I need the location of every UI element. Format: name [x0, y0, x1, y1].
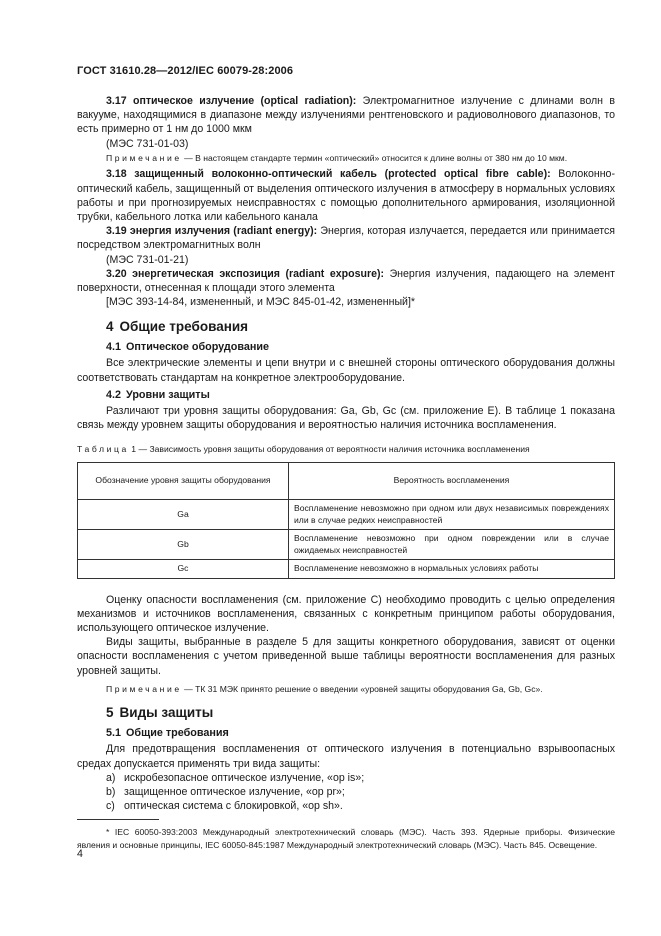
note-label: Примечание: [106, 683, 182, 694]
definition-text: Электромагнитное излучение с длинами волн в вакууме, находящимися в диапазоне между излучениями рентгеновского и радиоволнового диапазонов, то есть примерно от 1 нм до 1000 мкм: [77, 95, 615, 136]
protection-types-list: [77, 771, 615, 814]
definition-3-19: [77, 224, 615, 252]
table-cell-probability: Воспламенение невозможно при одном или двух независимых повреждениях или в случае редких неисправностей: [289, 500, 615, 530]
list-item: [106, 785, 615, 799]
definition-term: 3.19 энергия излучения (radiant energy):: [106, 225, 318, 238]
page-number: 4: [77, 848, 83, 860]
table-caption-label: Таблица: [77, 444, 129, 455]
subsection-5-1-heading: [106, 726, 615, 740]
subsection-number: 5.1: [106, 727, 122, 740]
table-cell-level: Gc: [78, 560, 289, 579]
footnote-divider: [77, 819, 159, 820]
table-cell-probability: Воспламенение невозможно при одном повреждении или в случае ожидаемых неисправностей: [289, 530, 615, 560]
table-header-cell: Обозначение уровня защиты оборудования: [78, 463, 289, 500]
section-number: 4: [106, 319, 114, 335]
definition-text: Энергия излучения, падающего на элемент поверхности, отнесенная к площади этого элемента: [77, 267, 615, 294]
definition-term: 3.18 защищенный волоконно-оптический кабель (protected optical fibre cable):: [106, 168, 551, 181]
subsection-title: Уровни защиты: [126, 388, 210, 401]
list-item-text: оптическая система с блокировкой, «op sh».: [124, 800, 343, 813]
table-cell-level: Gb: [78, 530, 289, 560]
table-row: [78, 530, 615, 560]
definition-3-18: [77, 167, 615, 224]
definition-3-20: [77, 267, 615, 295]
table-cell-level: Ga: [78, 500, 289, 530]
table-caption-text: 1 — Зависимость уровня защиты оборудования от вероятности наличия источника воспламенения: [128, 444, 530, 455]
page-content: [77, 94, 615, 851]
table-row: [78, 500, 615, 530]
definition-reference: (МЭС 731-01-21): [106, 253, 189, 266]
list-item-text: искробезопасное оптическое излучение, «op is»;: [124, 771, 365, 784]
definition-text: Энергия, которая излучается, передается или принимается посредством электромагнитных волн: [77, 225, 615, 252]
definition-reference: [МЭС 393-14-84, измененный, и МЭС 845-01-42, измененный]*: [106, 296, 416, 309]
table-header-row: [78, 463, 615, 500]
paragraph: Все электрические элементы и цепи внутри и с внешней стороны оптического оборудования должны соответствовать стандартам на конкретное электрооборудование.: [77, 357, 615, 384]
paragraph: Оценку опасности воспламенения (см. приложение С) необходимо проводить с целью определения механизмов и источников воспламенения, связанных с конкретным принципом работы оборудования, использующего оптическое излучение.: [77, 593, 615, 635]
list-item: [106, 799, 615, 813]
table-cell-probability: Воспламенение невозможно в нормальных условиях работы: [289, 560, 615, 579]
subsection-4-2-heading: [106, 388, 615, 402]
section-number: 5: [106, 705, 114, 721]
definition-3-17: [77, 94, 615, 137]
paragraph: Различают три уровня защиты оборудования: Ga, Gb, Gc (см. приложение Е). В таблице 1 показана связь между уровнем защиты оборудования и вероятностью наличия источника воспламенения.: [77, 404, 615, 431]
definition-term: 3.20 энергетическая экспозиция (radiant exposure):: [106, 267, 385, 280]
definition-term: 3.17 оптическое излучение (optical radiation):: [106, 95, 357, 107]
table-header-cell: Вероятность воспламенения: [289, 463, 615, 500]
document-header: ГОСТ 31610.28—2012/IEC 60079-28:2006: [77, 65, 294, 77]
list-item-text: защищенное оптическое излучение, «op pr»;: [124, 785, 345, 798]
section-5-heading: [106, 705, 615, 721]
section-title: Общие требования: [119, 319, 249, 335]
table-caption: [77, 443, 615, 455]
definition-text: Волоконно-оптический кабель, защищенный от выделения оптического излучения в атмосферу в нормальных условиях работы и при прогнозируемых неисправностях с помощью дополнительного армирования, изоляционной трубки, кабельного лотка или кабельного канала: [77, 168, 615, 223]
paragraph: Для предотвращения воспламенения от оптического излучения в потенциально взрывоопасных средах допускается применять три вида защиты:: [77, 743, 615, 770]
subsection-number: 4.1: [106, 341, 122, 354]
section-4-heading: [106, 319, 615, 335]
section-title: Виды защиты: [119, 705, 214, 721]
subsection-4-1-heading: [106, 340, 615, 354]
definition-reference: (МЭС 731-01-03): [106, 137, 189, 150]
note-text: — ТК 31 МЭК принято решение о введении «уровней защиты оборудования Ga, Gb, Gc».: [181, 683, 543, 694]
footnote: * IEC 60050-393:2003 Международный электротехнический словарь (МЭС). Часть 393. Ядерные приборы. Физические явления и основные принципы, IEC 60050-845:1987 Международный электротехнический словарь (МЭС). Часть 845. Освещение.: [77, 827, 615, 850]
subsection-title: Оптическое оборудование: [126, 341, 270, 354]
subsection-title: Общие требования: [126, 727, 229, 740]
note: [77, 683, 615, 696]
note-text: — В настоящем стандарте термин «оптический» относится к длине волны от 380 нм до 10 мкм.: [181, 152, 568, 163]
note: [77, 152, 615, 165]
protection-level-table: [77, 462, 615, 579]
paragraph: Виды защиты, выбранные в разделе 5 для защиты конкретного оборудования, зависят от оценки опасности воспламенения с учетом приведенной выше таблицы вероятности воспламенения для разных уровней защиты.: [77, 636, 615, 677]
table-row: [78, 560, 615, 579]
list-marker: a): [106, 771, 116, 784]
note-label: Примечание: [106, 152, 182, 163]
list-marker: c): [106, 800, 115, 813]
subsection-number: 4.2: [106, 388, 122, 401]
list-item: [106, 771, 615, 785]
list-marker: b): [106, 785, 116, 798]
